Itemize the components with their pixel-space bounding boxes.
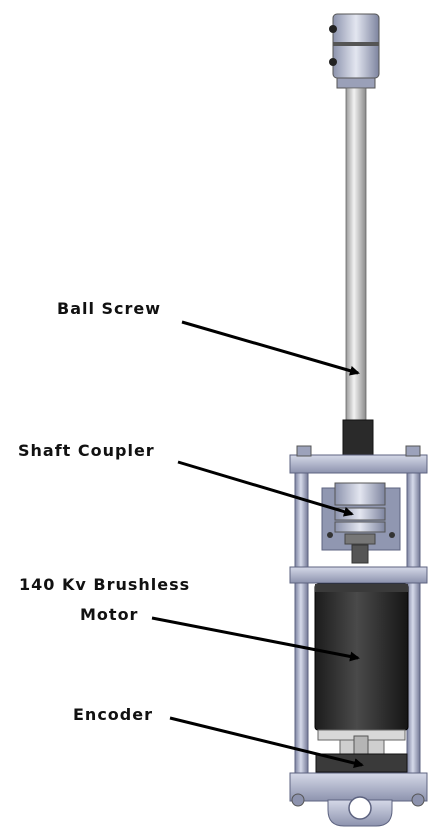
label-ball-screw: Ball Screw: [57, 299, 162, 318]
brushless-motor: [315, 584, 408, 730]
label-shaft-coupler: Shaft Coupler: [18, 441, 155, 460]
label-motor-line2: Motor: [80, 605, 139, 624]
middle-plate: [290, 567, 427, 583]
arrow-ball-screw: [182, 322, 358, 373]
top-clamp-collar: [329, 14, 379, 88]
label-encoder: Encoder: [73, 705, 153, 724]
label-motor-line1: 140 Kv Brushless: [19, 575, 191, 594]
ball-screw-rod: [346, 88, 366, 463]
bottom-plate: [290, 773, 427, 826]
shaft-coupler: [322, 483, 400, 563]
